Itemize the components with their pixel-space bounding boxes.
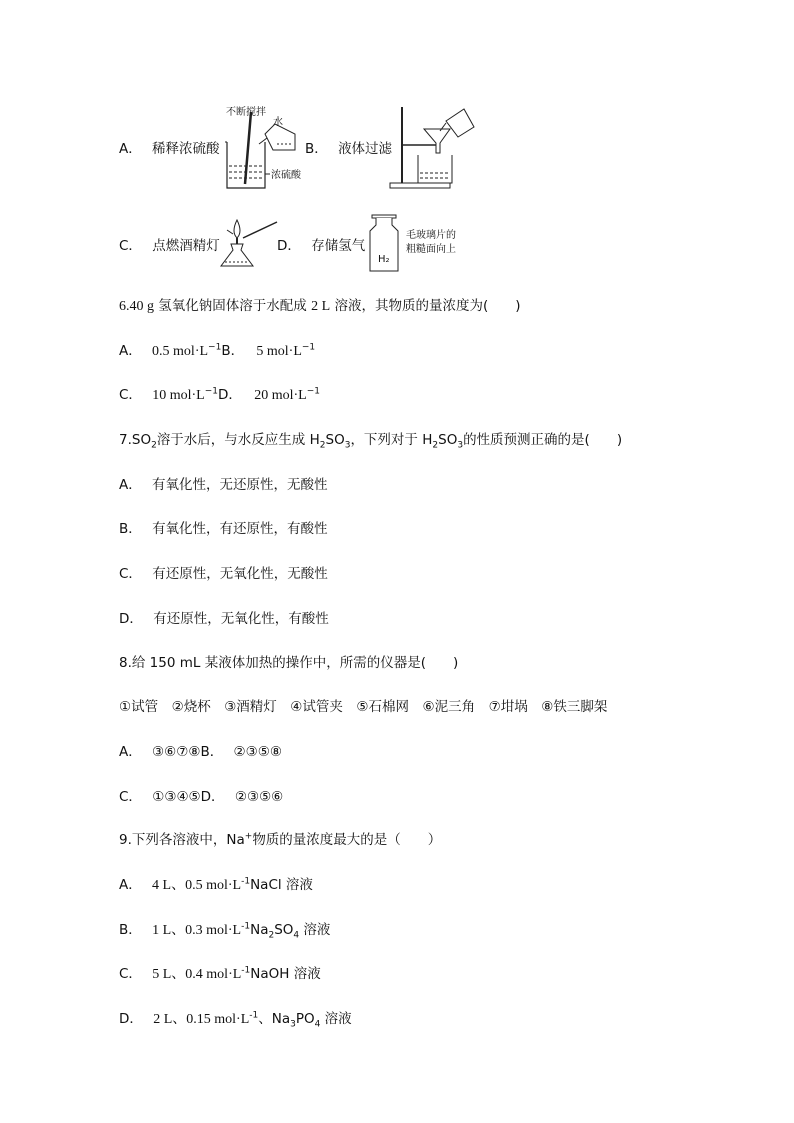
q6-options-cd: C． 10 $mol\cdot L^{-1}D$． 20 $mol\cdot L^{-1}$ xyxy=(119,386,320,403)
q8-options-cd: C． ①③④⑤D． ②③⑤⑥ xyxy=(119,789,284,805)
q7-stem: $7.SO_2$溶于水后，与水反应生成 $H_2SO_3$，下列对于 $H_2SO_3$的性质预测正确的是( ) xyxy=(119,432,623,451)
option-letter: A． xyxy=(119,141,142,157)
option-letter: B． xyxy=(305,141,328,157)
option-text: 点燃酒精灯 xyxy=(152,238,220,254)
water-label: 水 xyxy=(273,117,283,128)
note-label-1: 毛玻璃片的 xyxy=(406,230,456,241)
alcohol-lamp-figure xyxy=(217,216,281,272)
h2-label: H₂ xyxy=(378,254,390,265)
q6-stem: 6.40 g 氢氧化钠固体溶于水配成 2 L 溶液，其物质的量浓度为( ) xyxy=(119,298,521,314)
option-letter: C． xyxy=(119,238,142,254)
q7-option-c: C． 有还原性，无氧化性，无酸性 xyxy=(119,566,328,582)
q7-option-d: D． 有还原性，无氧化性，有酸性 xyxy=(119,611,329,627)
acid-label: 浓硫酸 xyxy=(271,170,301,181)
q7-option-a: A． 有氧化性，无还原性，无酸性 xyxy=(119,477,328,493)
q9-option-c: C． 5 L、0.4 $mol\cdot L^{-1}NaOH$ 溶液 xyxy=(119,965,321,982)
q8-items: ①试管 ②烧杯 ③酒精灯 ④试管夹 ⑤石棉网 ⑥泥三角 ⑦坩埚 ⑧铁三脚架 xyxy=(119,699,608,715)
filtration-figure xyxy=(388,105,478,191)
q7-option-b: B． 有氧化性，有还原性，有酸性 xyxy=(119,521,328,537)
q5-option-c xyxy=(119,237,220,255)
q8-options-ab: A． ③⑥⑦⑧B． ②③⑤⑧ xyxy=(119,744,282,760)
q9-option-a: A． 4 L、0.5 $mol\cdot L^{-1}NaCl$ 溶液 xyxy=(119,876,313,893)
q8-stem: 8.给 150 mL 某液体加热的操作中，所需的仪器是( ) xyxy=(119,655,459,671)
q6-options-ab: A． 0.5 $mol\cdot L^{-1}B$． 5 $mol\cdot L^{-1}$ xyxy=(119,342,316,359)
option-text: 液体过滤 xyxy=(338,141,393,157)
option-letter: D． xyxy=(277,238,301,254)
q5-option-d xyxy=(277,237,365,255)
q9-option-b: B． 1 L、0.3 $mol\cdot L^{-1}Na_2SO_4$ 溶液 xyxy=(119,921,331,941)
note-label-2: 粗糙面向上 xyxy=(406,244,456,255)
q5-option-b xyxy=(305,140,392,158)
q9-option-d: D． 2 L、0.15 $mol\cdot L^{-1}$、$Na_3PO_4$ 溶液 xyxy=(119,1010,352,1030)
option-text: 存储氢气 xyxy=(311,238,366,254)
option-text: 稀释浓硫酸 xyxy=(152,141,220,157)
q5-option-a xyxy=(119,140,220,158)
q9-stem: 9.下列各溶液中，Na+物质的量浓度最大的是（ ） xyxy=(119,831,442,848)
stir-label: 不断搅拌 xyxy=(226,107,266,118)
